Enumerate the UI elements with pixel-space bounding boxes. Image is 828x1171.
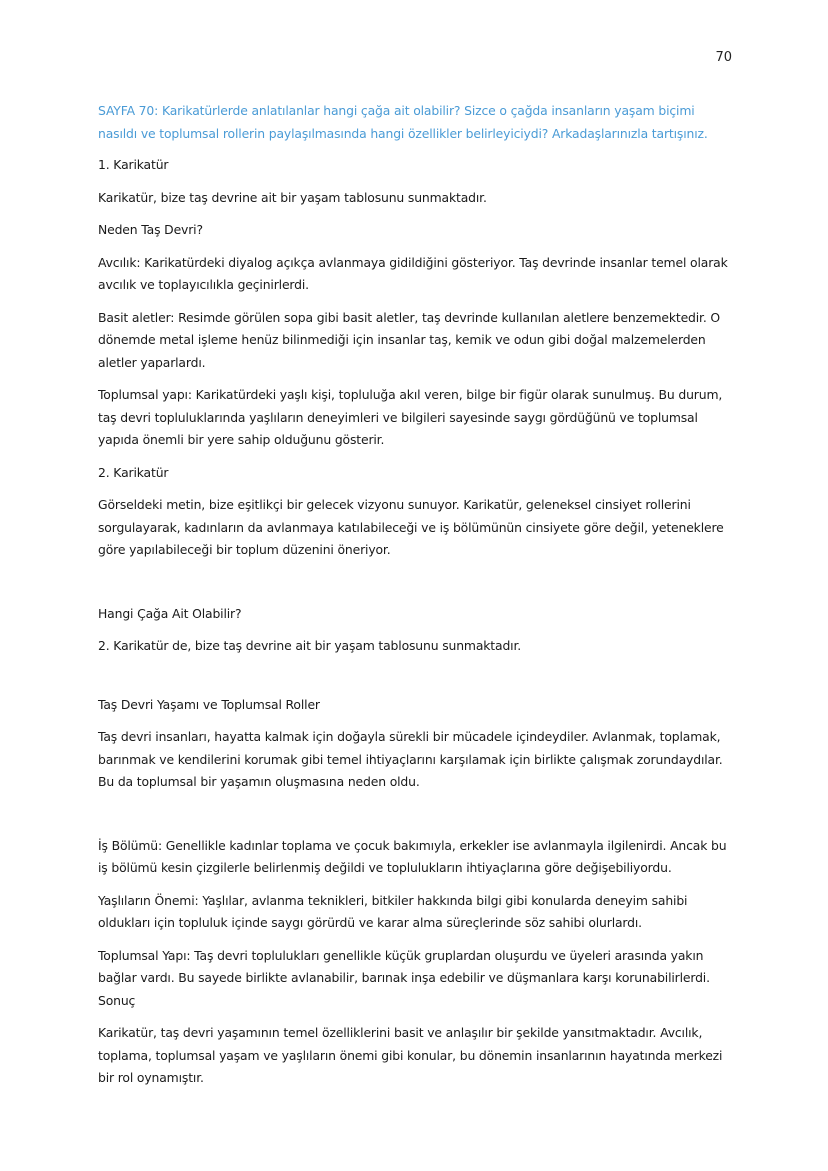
stone-age-heading: Taş Devri Yaşamı ve Toplumsal Roller	[98, 696, 320, 712]
page-number: 70	[715, 50, 732, 65]
discussion-question: SAYFA 70: Karikatürlerde anlatılanlar hangi çağa ait olabilir? Sizce o çağda insanların yaşam biçimi nasıldı ve toplumsal rollerin paylaşılmasında hangi özellikler belirleyiciydi? Arkadaşlarınızla tartışınız.	[98, 103, 708, 141]
cartoon2-paragraph: Görseldeki metin, bize eşitlikçi bir gelecek vizyonu sunuyor. Karikatür, geleneksel cinsiyet rollerini sorgulayarak, kadınların da avlanmaya katılabileceği ve iş bölümünün cinsiyete göre değil, yeteneklere göre yapılabileceği bir toplum düzenini öneriyor.	[98, 497, 724, 557]
tools-paragraph: Basit aletler: Resimde görülen sopa gibi basit aletler, taş devrinde kullanılan aletlere benzemektedir. O dönemde metal işleme henüz bilinmediği için insanlar taş, kemik ve odun gibi doğal malzemelerden aletler yaparlardı.	[98, 309, 721, 370]
era-paragraph: 2. Karikatür de, bize taş devrine ait bir yaşam tablosunu sunmaktadır.	[98, 638, 522, 653]
social-structure-paragraph: Toplumsal yapı: Karikatürdeki yaşlı kişi, topluluğa akıl veren, bilge bir figür olarak sunulmuş. Bu durum, taş devri topluluklarında yaşlıların deneyimleri ve bilgileri sayesinde saygı gördüğünü ve toplumsal yapıda önemli bir yere sahip olduğunu gösterir.	[98, 387, 723, 447]
cartoon1-intro: Karikatür, bize taş devrine ait bir yaşam tablosunu sunmaktadır.	[98, 189, 487, 205]
why-stone-age-heading: Neden Taş Devri?	[98, 222, 203, 237]
page-content	[98, 100, 734, 1090]
conclusion-paragraph: Karikatür, taş devri yaşamının temel özelliklerini basit ve anlaşılır bir şekilde yansıtmaktadır. Avcılık, toplama, toplumsal yaşam ve yaşlıların önemi gibi konular, bu dönemin insanlarının hayatında merkezi bir rol oynamıştır.	[98, 1025, 723, 1085]
era-heading: Hangi Çağa Ait Olabilir?	[98, 605, 242, 621]
division-of-labor-paragraph: İş Bölümü: Genellikle kadınlar toplama ve çocuk bakımıyla, erkekler ise avlanmayla ilgilenirdi. Ancak bu iş bölümü kesin çizgilerle belirlenmiş değildi ve toplulukların ihtiyaçlarına göre değişebiliyordu.	[98, 837, 727, 875]
hunting-paragraph: Avcılık: Karikatürdeki diyalog açıkça avlanmaya gidildiğini gösteriyor. Taş devrinde insanlar temel olarak avcılık ve toplayıcılıkla geçinirlerdi.	[98, 254, 728, 292]
elders-paragraph: Yaşlıların Önemi: Yaşlılar, avlanma teknikleri, bitkiler hakkında bilgi gibi konularda deneyim sahibi oldukları için topluluk içinde saygı görürdü ve karar alma süreçlerinde söz sahibi olurlardı.	[98, 892, 688, 930]
cartoon1-heading: 1. Karikatür	[98, 157, 169, 172]
cartoon2-heading: 2. Karikatür	[98, 464, 169, 480]
stone-age-intro: Taş devri insanları, hayatta kalmak için doğayla sürekli bir mücadele içindeydiler. Avlanmak, toplamak, barınmak ve kendilerini korumak gibi temel ihtiyaçlarını karşılamak için birlikte çalışmak zorundaydılar. Bu da toplumsal bir yaşamın oluşmasına neden oldu.	[98, 729, 723, 789]
social-structure-stone-age-paragraph: Toplumsal Yapı: Taş devri toplulukları genellikle küçük gruplardan oluşurdu ve üyeleri arasında yakın bağlar vardı. Bu sayede birlikte avlanabilir, barınak inşa edebilir ve düşmanlara karşı korunabilirlerdi. Sonuç	[98, 947, 710, 1008]
